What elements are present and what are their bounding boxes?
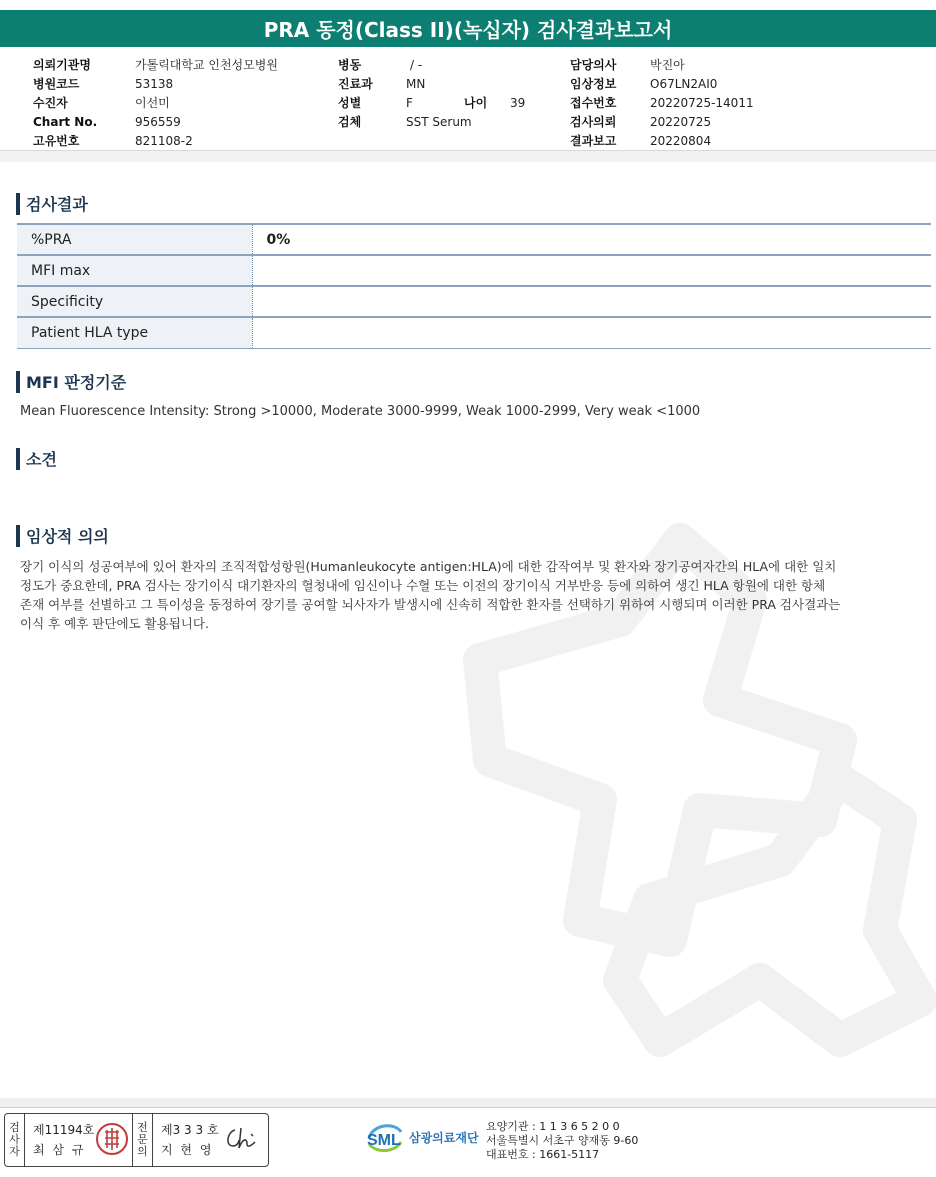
info-row bbox=[33, 56, 278, 75]
results-section-title bbox=[16, 192, 88, 215]
info-value: F bbox=[406, 96, 413, 110]
info-label: 병동 bbox=[338, 58, 362, 72]
examiner-cell bbox=[25, 1114, 133, 1166]
info-column-1 bbox=[33, 56, 278, 151]
info-value: 가톨릭대학교 인천성모병원 bbox=[135, 58, 278, 72]
clinical-section-title bbox=[16, 524, 109, 547]
text-line: 존재 여부를 선별하고 그 특이성을 동정하여 장기를 공여할 뇌사자가 발생시에 신속히 적합한 환자를 선택하기 위하여 시행되며 이러한 PRA 검사결과는 bbox=[20, 597, 841, 612]
signature-icon bbox=[221, 1124, 261, 1154]
section-marker bbox=[16, 448, 20, 470]
info-row bbox=[570, 113, 754, 132]
signature-box bbox=[4, 1113, 269, 1167]
info-row bbox=[33, 113, 278, 132]
info-label: 검체 bbox=[338, 115, 362, 129]
text-line: 이식 후 예후 판단에도 활용됩니다. bbox=[20, 616, 209, 631]
result-value bbox=[252, 286, 931, 317]
seal-stamp-icon bbox=[95, 1122, 129, 1156]
sml-logo-icon bbox=[365, 1120, 405, 1154]
specialist-cell bbox=[153, 1114, 268, 1166]
info-value: 박진아 bbox=[650, 58, 685, 72]
contact-info bbox=[486, 1120, 638, 1162]
info-label: 담당의사 bbox=[570, 58, 617, 72]
info-row bbox=[338, 94, 525, 113]
info-label: 진료과 bbox=[338, 77, 373, 91]
label-char: 검 bbox=[9, 1121, 20, 1134]
section-title-text: 소견 bbox=[26, 450, 57, 469]
examiner-label bbox=[5, 1114, 25, 1166]
result-key: %PRA bbox=[17, 224, 252, 255]
info-row bbox=[570, 94, 754, 113]
info-row bbox=[33, 94, 278, 113]
info-label: 고유번호 bbox=[33, 134, 80, 148]
info-column-2 bbox=[338, 56, 525, 132]
label-char: 의 bbox=[137, 1145, 148, 1158]
examiner-name: 최 삼 규 bbox=[33, 1143, 86, 1157]
section-marker bbox=[16, 525, 20, 547]
info-row bbox=[570, 75, 754, 94]
specialist-label bbox=[133, 1114, 153, 1166]
result-key: Patient HLA type bbox=[17, 317, 252, 348]
info-value: / - bbox=[410, 58, 423, 72]
info-value: 이선미 bbox=[135, 96, 170, 110]
info-value: 53138 bbox=[135, 77, 174, 91]
section-title-text: MFI 판정기준 bbox=[26, 373, 127, 392]
info-row bbox=[33, 75, 278, 94]
specialist-number: 제3 3 3 호 bbox=[161, 1123, 219, 1137]
mfi-section-title bbox=[16, 370, 126, 393]
section-marker bbox=[16, 371, 20, 393]
info-label: Chart No. bbox=[33, 115, 98, 129]
contact-line: 대표번호 : 1661-5117 bbox=[486, 1148, 600, 1161]
info-row bbox=[33, 132, 278, 151]
text-line: 장기 이식의 성공여부에 있어 환자의 조직적합성항원(Humanleukocyte antigen:HLA)에 대한 감작여부 및 환자와 장기공여자간의 HLA에 대한 일치 bbox=[20, 559, 837, 574]
result-key: Specificity bbox=[17, 286, 252, 317]
table-row bbox=[17, 317, 931, 348]
info-label: 의뢰기관명 bbox=[33, 58, 91, 72]
info-row bbox=[338, 113, 525, 132]
info-value: SST Serum bbox=[406, 115, 472, 129]
table-row bbox=[17, 255, 931, 286]
table-row bbox=[17, 224, 931, 255]
info-value: 20220725-14011 bbox=[650, 96, 754, 110]
specialist-name: 지 현 영 bbox=[161, 1143, 214, 1157]
info-value: O67LN2AI0 bbox=[650, 77, 718, 91]
logo-name: 삼광의료재단 bbox=[409, 1130, 479, 1145]
footer-divider bbox=[0, 1098, 936, 1108]
info-value: MN bbox=[406, 77, 426, 91]
info-label: 결과보고 bbox=[570, 134, 617, 148]
info-value: 20220725 bbox=[650, 115, 712, 129]
result-value bbox=[252, 255, 931, 286]
age-value: 39 bbox=[510, 96, 526, 110]
age-label: 나이 bbox=[464, 96, 488, 110]
info-value: 956559 bbox=[135, 115, 181, 129]
label-char: 자 bbox=[9, 1145, 20, 1158]
section-title-text: 임상적 의의 bbox=[26, 527, 109, 546]
result-value: 0% bbox=[252, 224, 931, 255]
examiner-number: 제11194호 bbox=[33, 1123, 95, 1137]
contact-line: 요양기관 : 1 1 3 6 5 2 0 0 bbox=[486, 1120, 620, 1133]
info-column-3 bbox=[570, 56, 754, 151]
info-label: 접수번호 bbox=[570, 96, 617, 110]
info-row bbox=[570, 56, 754, 75]
info-value: 20220804 bbox=[650, 134, 712, 148]
info-row bbox=[338, 75, 525, 94]
info-label: 수진자 bbox=[33, 96, 68, 110]
info-label: 임상정보 bbox=[570, 77, 617, 91]
info-label: 성별 bbox=[338, 96, 362, 110]
opinion-section-title bbox=[16, 447, 57, 470]
info-divider bbox=[0, 150, 936, 162]
result-value bbox=[252, 317, 931, 348]
result-key: MFI max bbox=[17, 255, 252, 286]
section-marker bbox=[16, 193, 20, 215]
text-line: 정도가 중요한데, PRA 검사는 장기이식 대기환자의 혈청내에 임신이나 수혈 또는 이전의 장기이식 거부반응 등에 의하여 생긴 HLA 항원에 대한 항체 bbox=[20, 578, 826, 593]
logo-sml-text: SML bbox=[367, 1132, 401, 1149]
label-char: 문 bbox=[137, 1133, 148, 1146]
report-title: PRA 동정(Class II)(녹십자) 검사결과보고서 bbox=[0, 10, 936, 47]
table-row bbox=[17, 286, 931, 317]
mfi-criteria-text: Mean Fluorescence Intensity: Strong >10000, Moderate 3000-9999, Weak 1000-2999, Very weak <1000 bbox=[20, 404, 701, 419]
info-row bbox=[570, 132, 754, 151]
contact-line: 서울특별시 서초구 양재동 9-60 bbox=[486, 1134, 639, 1147]
info-label: 검사의뢰 bbox=[570, 115, 617, 129]
info-value: 821108-2 bbox=[135, 134, 193, 148]
label-char: 전 bbox=[137, 1121, 148, 1134]
sml-logo bbox=[365, 1120, 479, 1154]
section-title-text: 검사결과 bbox=[26, 195, 88, 214]
results-table bbox=[17, 223, 931, 349]
info-row bbox=[338, 56, 525, 75]
clinical-significance-text bbox=[20, 557, 840, 633]
label-char: 사 bbox=[9, 1133, 20, 1146]
info-label: 병원코드 bbox=[33, 77, 80, 91]
